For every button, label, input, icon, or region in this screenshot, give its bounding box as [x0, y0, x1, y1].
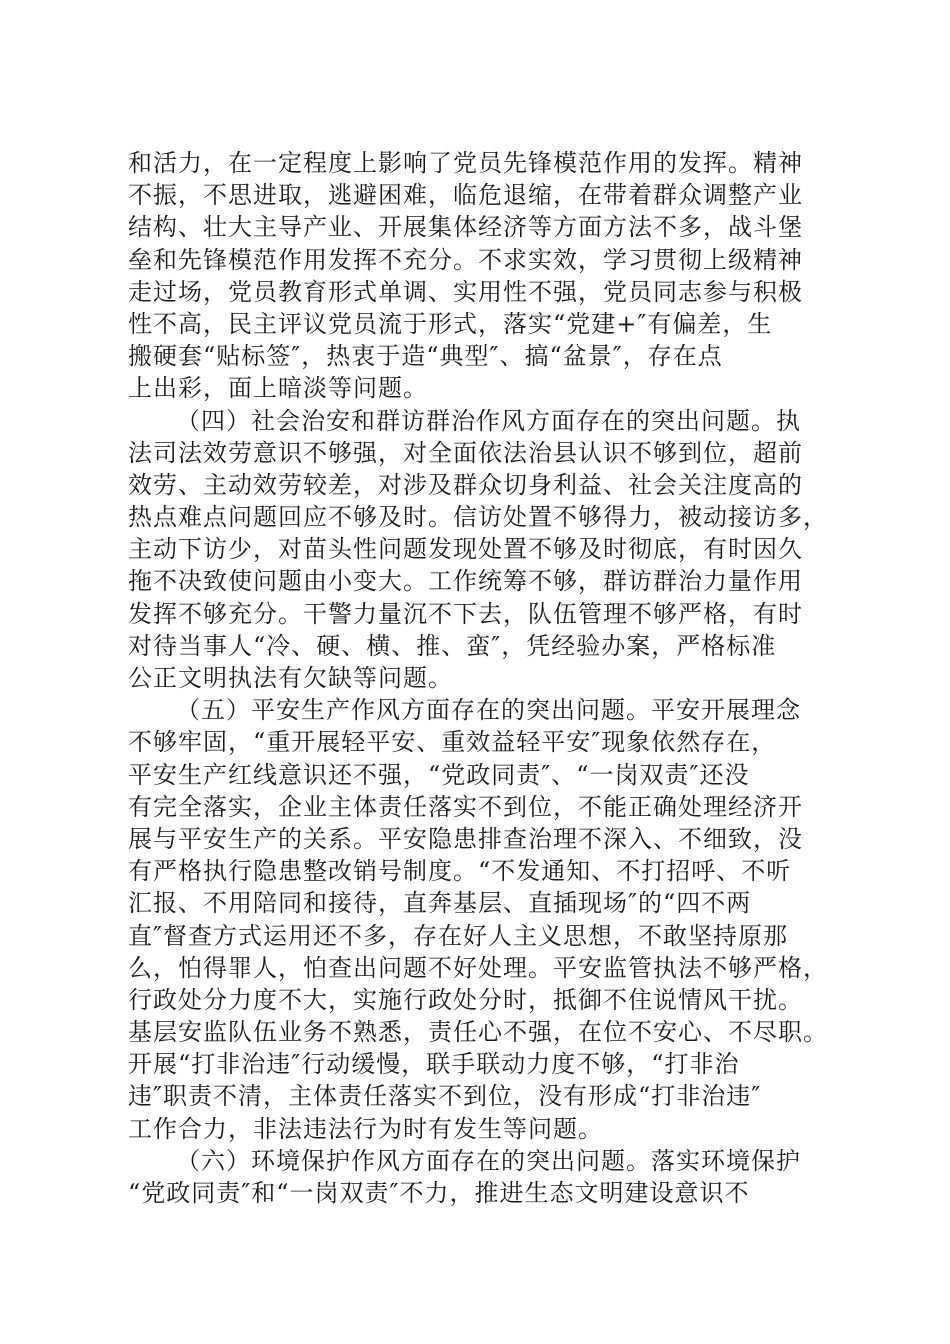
text-line: 公正文明执法有欠缺等问题。: [128, 664, 453, 692]
text-line: 么，怕得罪人，怕查出问题不好处理。平安监管执法不够严格，: [128, 953, 828, 982]
text-line: 工作合力，非法违法行为时有发生等问题。: [128, 1114, 603, 1143]
text-line: 展与平安生产的关系。平安隐患排查治理不深入、不细致，没: [128, 824, 803, 853]
text-line: 汇报、不用陪同和接待，直奔基层、直插现场″的“四不两: [128, 889, 752, 918]
text-line: 违″职责不清，主体责任落实不到位，没有形成“打非治违″: [128, 1082, 762, 1111]
text-line: 开展“打非治违″行动缓慢，联手联动力度不够，“打非治: [128, 1050, 740, 1079]
text-line: 发挥不够充分。干警力量沉不下去，队伍管理不够严格，有时: [128, 599, 803, 628]
text-line: 效劳、主动效劳较差，对涉及群众切身利益、社会关注度高的: [128, 470, 803, 499]
text-line: 有完全落实，企业主体责任落实不到位，不能正确处理经济开: [128, 792, 803, 821]
text-line: 平安生产红线意识还不强，“党政同责″、“一岗双责″还没: [128, 760, 750, 789]
text-line: 对待当事人“冷、硬、横、推、蛮″，凭经验办案，严格标准: [128, 631, 777, 660]
text-line: 搬硬套“贴标签″，热衷于造“典型″、搞“盆景″，存在点: [128, 342, 723, 371]
paragraph-heading-line: （六）环境保护作风方面存在的突出问题。落实环境保护: [176, 1146, 801, 1175]
paragraph-heading-line: （五）平安生产作风方面存在的突出问题。平安开展理念: [176, 696, 801, 725]
document-body: [128, 147, 848, 1209]
text-line: 法司法效劳意识不够强，对全面依法治县认识不够到位，超前: [128, 438, 803, 467]
text-line: 行政处分力度不大，实施行政处分时，抵御不住说情风干扰。: [128, 985, 803, 1014]
text-line: 走过场，党员教育形式单调、实用性不强，党员同志参与积极: [128, 277, 803, 306]
text-line: 基层安监队伍业务不熟悉，责任心不强，在位不安心、不尽职。: [128, 1018, 828, 1047]
text-line: 不够牢固，“重开展轻平安、重效益轻平安″现象依然存在，: [128, 728, 777, 757]
text-line: 性不高，民主评议党员流于形式，落实“党建+″有偏差，生: [128, 309, 773, 338]
paragraph-heading-line: （四）社会治安和群访群治作风方面存在的突出问题。执: [176, 406, 801, 435]
text-line: 垒和先锋模范作用发挥不充分。不求实效，学习贯彻上级精神: [128, 245, 803, 274]
text-line: 拖不决致使问题由小变大。工作统筹不够，群访群治力量作用: [128, 567, 803, 596]
text-line: 上出彩，面上暗淡等问题。: [128, 374, 428, 403]
text-line: 主动下访少，对苗头性问题发现处置不够及时彻底，有时因久: [128, 535, 803, 564]
text-line: 直″督查方式运用还不多，存在好人主义思想，不敢坚持原那: [128, 921, 788, 950]
text-line: 不振，不思进取，逃避困难，临危退缩，在带着群众调整产业: [128, 181, 803, 210]
text-line: 结构、壮大主导产业、开展集体经济等方面方法不多，战斗堡: [128, 213, 803, 242]
text-line: 和活力，在一定程度上影响了党员先锋模范作用的发挥。精神: [128, 149, 803, 177]
text-line: 有严格执行隐患整改销号制度。“不发通知、不打招呼、不听: [128, 857, 792, 886]
text-line: 热点难点问题回应不够及时。信访处置不够得力，被动接访多，: [128, 503, 828, 532]
text-line: “党政同责″和“一岗双责″不力，推进生态文明建设意识不: [128, 1179, 750, 1207]
